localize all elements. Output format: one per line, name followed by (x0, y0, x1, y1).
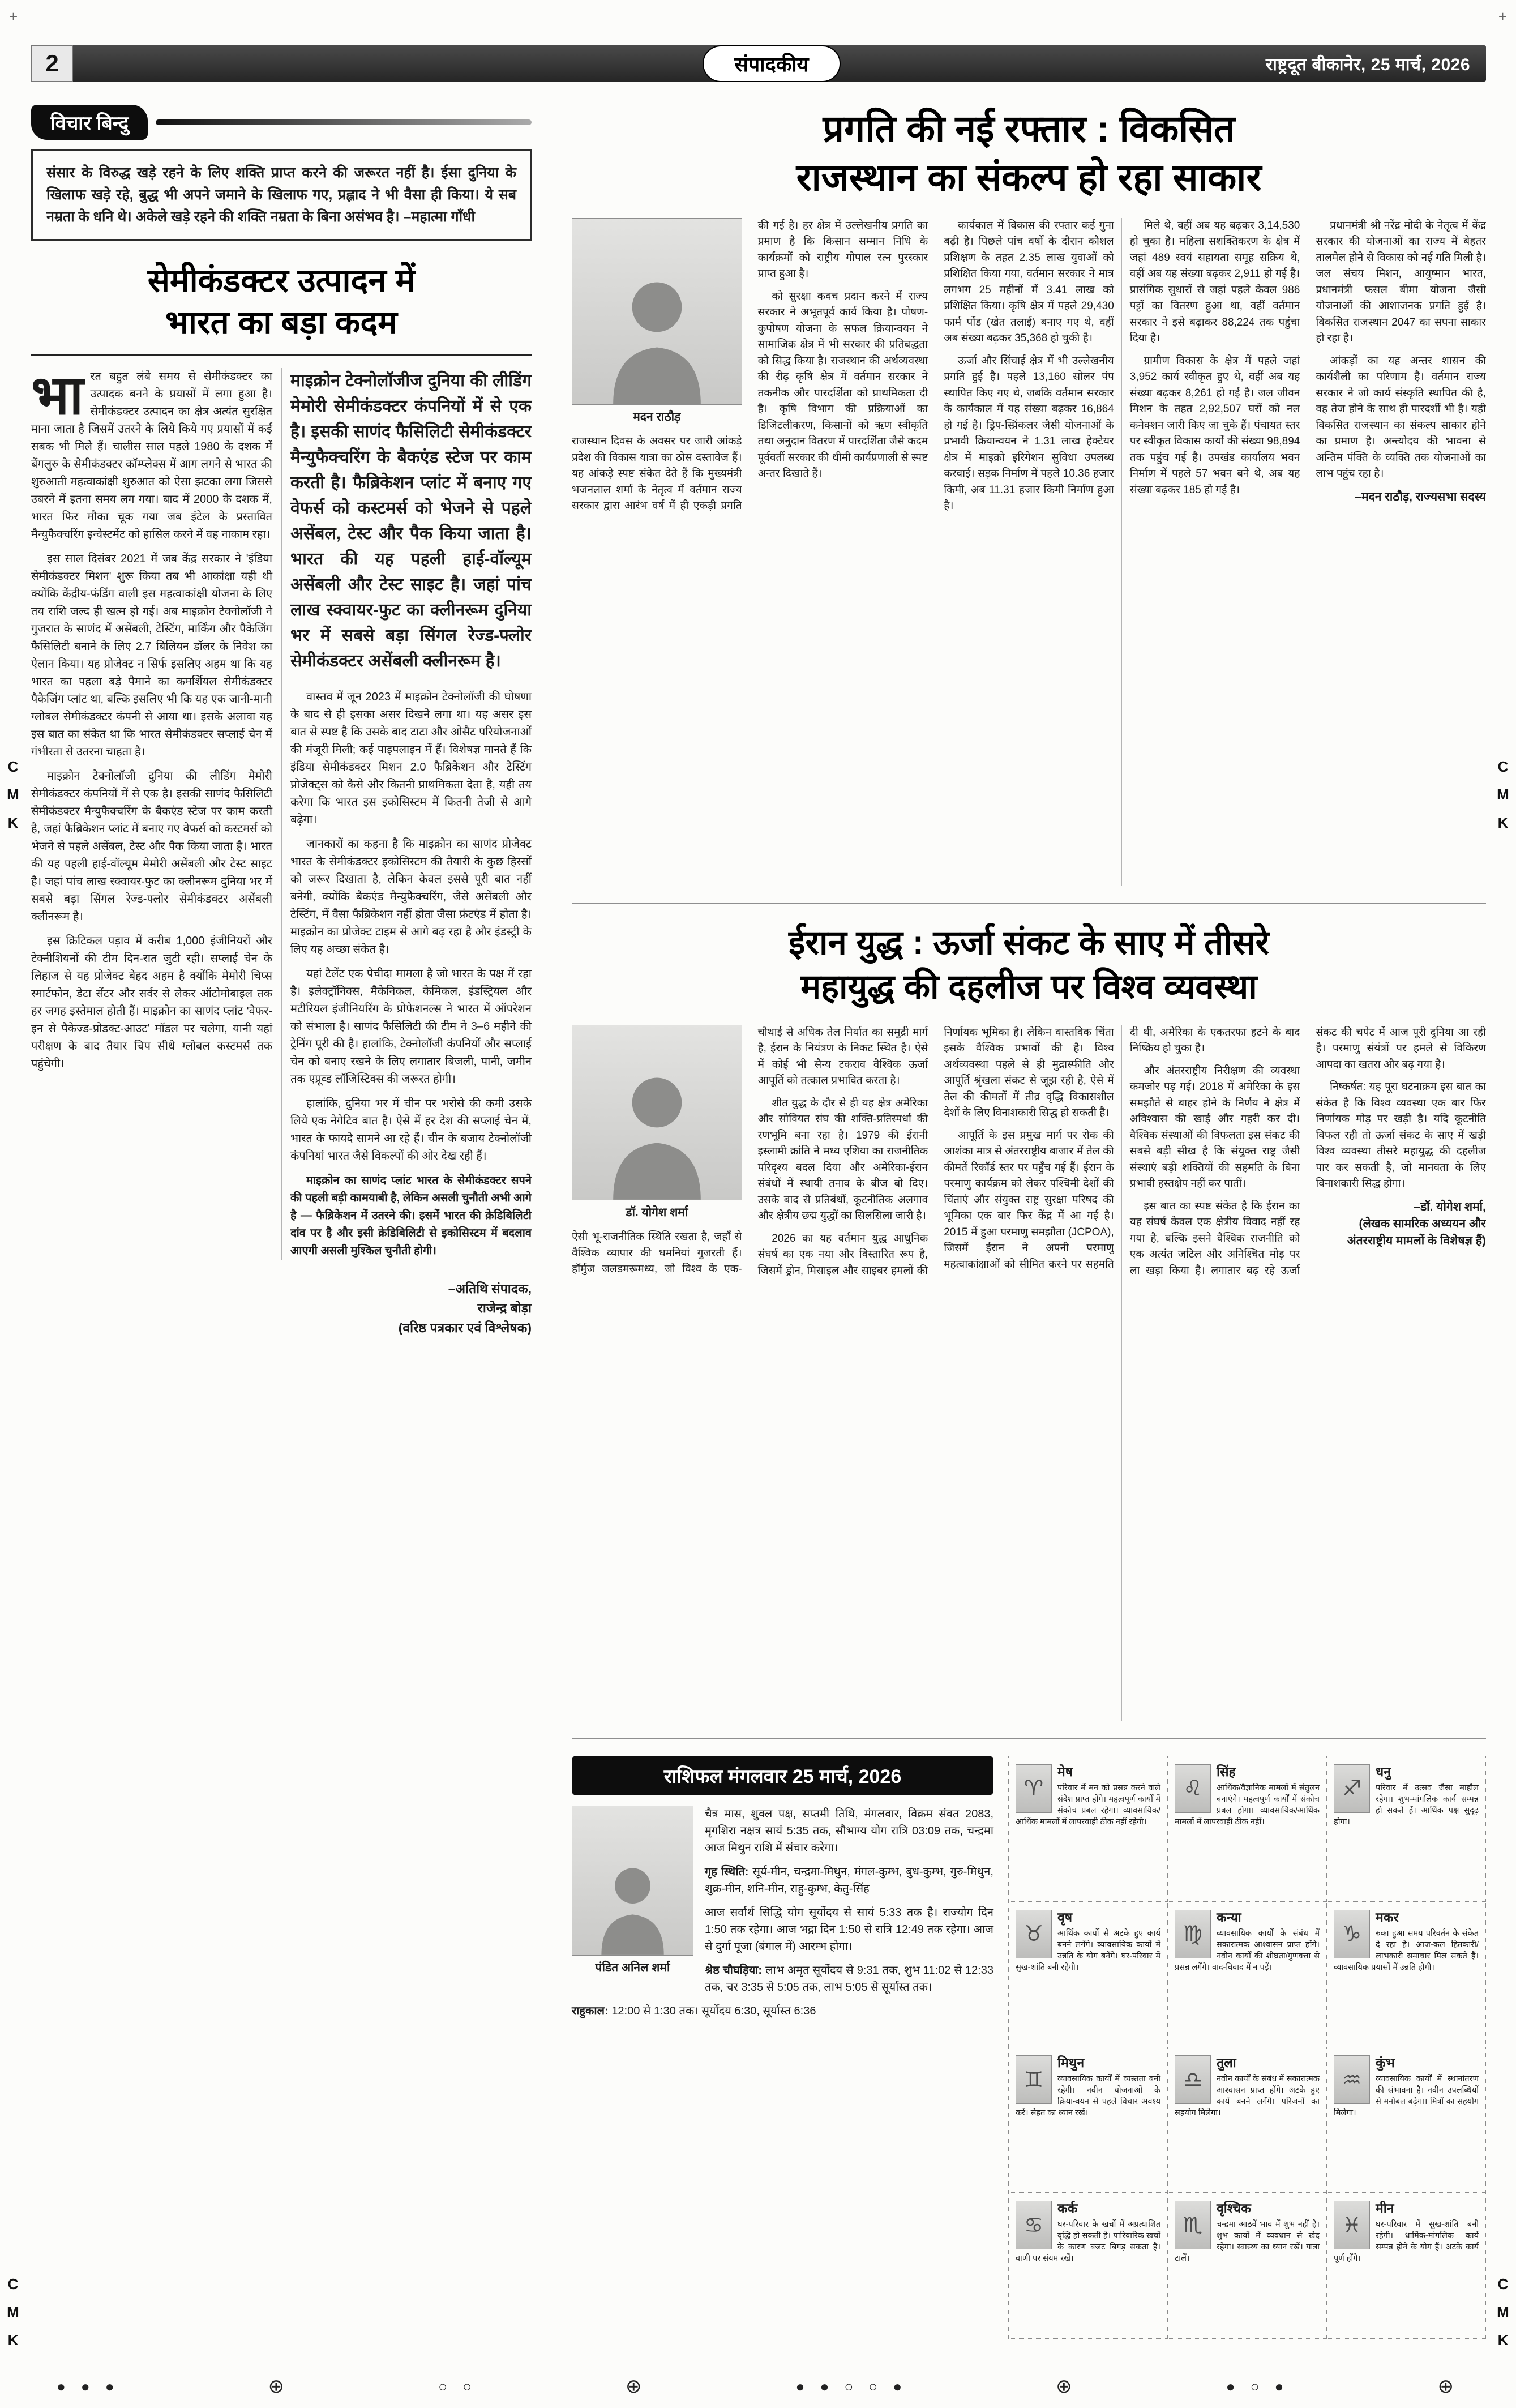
semiconductor-headline: सेमीकंडक्टर उत्पादन में भारत का बड़ा कदम (147, 262, 416, 341)
zodiac-cell-pisces: ♓ मीन घर-परिवार में सुख-शांति बनी रहेगी। धार्मिक-मांगलिक कार्य सम्पन्न होने के योग हैं। अटके कार्य पूर्ण होंगे। (1327, 2193, 1486, 2338)
paragraph: कार्यकाल में विकास की रफ्तार कई गुना बढ़ी है। पिछले पांच वर्षों के दौरान कौशल प्रशिक्षण के तहत 2.35 लाख युवाओं को प्रशिक्षित किया गया, वर्तमान सरकार ने मात्र लगभग 25 महीनों में 3.41 लाख को प्रशिक्षित किया। कृषि क्षेत्र में पहले 29,430 फार्म पोंड (खेत तलाई) बनाए गए थे, वहीं अब संख्या बढ़कर 35,368 हो चुकी है। (944, 219, 1114, 345)
capricorn-icon: ♑ (1334, 1910, 1370, 1958)
gemini-icon: ♊ (1016, 2055, 1052, 2104)
paragraph: जानकारों का कहना है कि माइक्रोन का साणंद प्रोजेक्ट भारत के सेमीकंडक्टर इकोसिस्टम की तैयारी के कुछ हिस्सों को जरूर दिखाता है, लेकिन केवल इससे पूरी बात नहीं बनेगी, क्योंकि बैकएंड मैन्युफैक्चरिंग, जैसे असेंबली और टेस्टिंग, में वैसा फैब्रिकेशन नहीं होता जैसा फ्रंटएंड में होता है। माइक्रोन का प्रोजेक्ट टाइम से आगे बढ़ रहा है और इंडस्ट्री के लिए यह अच्छा संकेत है। (290, 837, 532, 956)
paragraph: हालांकि, दुनिया भर में चीन पर भरोसे की कमी उसके लिये एक नेगेटिव बात है। ऐसे में हर देश की सप्लाई चेन में, भारत के फायदे सामने आ रहे हैं। चीन के बजाय टेक्नोलॉजी कंपनियां भारत जैसे विकल्पों की ओर देख रही हैं। (290, 1097, 532, 1162)
paragraph: प्रधानमंत्री श्री नरेंद्र मोदी के नेतृत्व में केंद्र सरकार की योजनाओं का राज्य में बेहतर तालमेल होने से विकास को नई गति मिली है। जल संचय मिशन, आयुष्मान भारत, प्रधानमंत्री फसल बीमा योजना जैसी योजनाओं की आशाजनक प्रगति हुई है। विकसित राजस्थान 2047 का सपना साकार हो रहा है। (1316, 219, 1486, 345)
paragraph: भारत बहुत लंबे समय से सेमीकंडक्टर का उत्पादक बनने के प्रयासों में लगा हुआ है। सेमीकंडक्टर उत्पादन का क्षेत्र अत्यंत सुरक्षित माना जाता है जिसमें उतरने के लिये किये गए प्रयासों में कई सबक भी मिले हैं। चालीस साल पहले 1980 के दशक में बेंगलुरु के सेमीकंडक्टर कॉम्प्लेक्स में आग लगने से भारत की शुरुआती महत्वाकांक्षी शुरुआत को ऐसा झटका लगा जिससे उबरने में इतना समय लग गया। बाद में 2000 के दशक में, भारत फिर मौका चूक गया जब इंटेल के प्रस्तावित मैन्युफैक्चरिंग इन्वेस्टमेंट को हासिल करने में वह नाकाम रहा। (31, 365, 272, 541)
registration-mark: ⊕ (626, 2376, 648, 2397)
scorpio-icon: ♏ (1175, 2201, 1211, 2249)
masthead-dateline: राष्ट्रदूत बीकानेर, 25 मार्च, 2026 (1265, 55, 1471, 74)
right-zone (572, 105, 1486, 2339)
zodiac-grid (1008, 1756, 1486, 2339)
pragati-article-body (572, 218, 1486, 886)
vichar-bindu-label: विचार बिन्दु (31, 105, 148, 140)
chaughadiya-text: श्रेष्ठ चौघड़िया: लाभ अमृत सूर्योदय से 9:31 तक, शुभ 11:02 से 12:33 तक, चर 3:35 से 5:05 तक, लाभ 5:05 से सूर्यास्त तक। (705, 1964, 993, 1994)
paragraph: इस क्रिटिकल पड़ाव में करीब 1,000 इंजीनियरों और टेक्नीशियनों की टीम दिन-रात जुटी रही। सप्लाई चेन के लिहाज से यह प्रोजेक्ट बेहद अहम है क्योंकि मेमोरी चिप्स स्मार्टफोन, डेटा सेंटर और सर्वर से लेकर ऑटोमोबाइल तक हर जगह इस्तेमाल होती हैं। माइक्रोन का साणंद प्लांट 'वेफर-इन से पैकेज्ड-प्रोडक्ट-आउट' मॉडल पर चलेगा, यानी यहां परीक्षण के बाद तैयार चिप सीधे ग्लोबल कस्टमर्स तक पहुंचेगी। (31, 934, 272, 1070)
pull-quote: माइक्रोन टेक्नोलॉजीज दुनिया की लीडिंग मेमोरी सेमीकंडक्टर कंपनियों में से एक है। इसकी साणंद फैसिलिटी सेमीकंडक्टर मैन्युफैक्चरिंग के बैकएंड स्टेज पर काम करती है। फैब्रिकेशन प्लांट में बनाए गए वेफर्स को कस्टमर्स को भेजने से पहले असेंबल, टेस्ट और पैक किया जाता है। भारत की यह पहली हाई-वॉल्यूम असेंबली और टेस्ट साइट है। जहां पांच लाख स्क्वायर-फुट का क्लीनरूम दुनिया भर में सबसे बड़ा सिंगल रेज्ड-फ्लोर सेमीकंडक्टर असेंबली क्लीनरूम है। (290, 371, 532, 670)
paragraph: मिले थे, वहीं अब यह बढ़कर 3,14,530 हो चुका है। महिला सशक्तिकरण के क्षेत्र में जहां 489 स्वयं सहायता समूह सक्रिय थे, वहीं अब यह संख्या बढ़कर 2,911 हो गई है। प्रासंगिक सुधारों से जहां पहले केवल 986 पट्टों का वितरण हुआ था, वहीं वर्तमान सरकार ने इसे बढ़ाकर 88,224 तक पहुंचा दिया है। (1129, 219, 1300, 345)
aries-icon: ♈ (1016, 1764, 1052, 1813)
page-header-bar (31, 45, 1486, 82)
crop-mark: + (9, 8, 18, 25)
iran-headline: ईरान युद्ध : ऊर्जा संकट के साए में तीसरे महायुद्ध की दहलीज पर विश्व व्यवस्था (788, 923, 1270, 1006)
decorative-rule (156, 119, 532, 125)
quote-attribution: –महात्मा गाँधी (403, 208, 475, 225)
section-title: संपादकीय (703, 45, 840, 82)
pandit-caption: पंडित अनिल शर्मा (595, 1961, 670, 1974)
person-silhouette-icon (598, 1058, 716, 1200)
cmk-mark-right-upper: C M K (1497, 758, 1509, 831)
pisces-icon: ♓ (1334, 2201, 1370, 2249)
cmk-mark-left-lower: C M K (7, 2276, 19, 2349)
semiconductor-article-body (31, 365, 532, 1260)
paragraph: माइक्रोन का साणंद प्लांट भारत के सेमीकंडक्टर सपने की पहली बड़ी कामयाबी है, लेकिन असली चुनौती अभी आगे है — फैब्रिकेशन में उतरने की। इसमें भारत की क्रेडिबिलिटी दांव पर है और इसी क्रेडिबिलिटी से इकोसिस्टम में बदलाव आएगी असली मुश्किल चुनौती होगी। (290, 1174, 532, 1257)
press-dots: ● ● ○ ○ ● (795, 2377, 908, 2395)
paragraph: और अंतरराष्ट्रीय निरीक्षण की व्यवस्था कमजोर पड़ गई। 2018 में अमेरिका के इस समझौते से बाहर होने के निर्णय ने क्षेत्र में अविश्वास की खाई और गहरी कर दी। वैश्विक संस्थाओं की विफलता इस संकट की सबसे बड़ी सीख है कि संयुक्त राष्ट्र जैसी संस्थाएं बड़ी शक्तियों की सहमति के बिना प्रभावी हस्तक्षेप नहीं कर पातीं। (1129, 1064, 1300, 1190)
pandit-photo-figure (572, 1806, 693, 1977)
paragraph: इस बात का स्पष्ट संकेत है कि ईरान का यह संघर्ष केवल एक क्षेत्रीय विवाद नहीं रह गया है, बल्कि इसने वैश्विक राजनीति को एक अत्यंत जटिल और अनिश्चित मोड़ पर ला खड़ा किया है। लगातार बढ़ रहे ऊर्जा संकट की चपेट में आज पूरी दुनिया आ रही है। परमाणु संयंत्रों पर हमले से विकिरण आपदा का खतरा और बढ़ गया है। (1129, 1026, 1486, 1277)
section-divider (572, 1738, 1486, 1739)
pandit-photo (572, 1806, 693, 1956)
paragraph: ग्रामीण विकास के क्षेत्र में पहले जहां 3,952 कार्य स्वीकृत हुए थे, वहीं अब यह संख्या बढ़कर 8,261 हो गई है। जल जीवन मिशन के तहत 2,92,507 घरों को नल कनेक्शन जारी किए जा चुके हैं। पंचायत स्तर पर स्वीकृत विकास कार्यों की संख्या 98,894 तक पहुंच गई है। उपखंड कार्यालय भवन निर्माण में पहले 57 भवन बने थे, अब यह संख्या बढ़कर 185 हो गई है। (1129, 354, 1300, 496)
semiconductor-byline: –अतिथि संपादक, राजेन्द्र बोड़ा (वरिष्ठ पत्रकार एवं विश्लेषक) (398, 1281, 532, 1335)
paragraph: ऐसी भू-राजनीतिक स्थिति रखता है, जहाँ से वैश्विक व्यापार की धमनियां गुजरती हैं। हॉर्मुज जलडमरूमध्य, जो विश्व के एक-चौथाई से अधिक तेल निर्यात का समुद्री मार्ग है, ईरान के नियंत्रण के निकट स्थित है। ऐसे में कोई भी सैन्य टकराव वैश्विक ऊर्जा आपूर्ति को तत्काल प्रभावित करता है। (572, 1026, 928, 1276)
press-marks-row (57, 2374, 1459, 2399)
zodiac-cell-cancer: ♋ कर्क घर-परिवार के खर्चों में अप्रत्याशित वृद्धि हो सकती है। पारिवारिक खर्चों के कारण बजट बिगड़ सकता है। वाणी पर संयम रखें। (1009, 2193, 1168, 2338)
cancer-icon: ♋ (1016, 2201, 1052, 2249)
author-photo-figure (572, 218, 742, 426)
paragraph: आंकड़ों का यह अन्तर शासन की कार्यशैली का परिणाम है। वर्तमान राज्य सरकार ने जो कार्य संस्कृति स्थापित की है, वह तेज होने के साथ ही पारदर्शी भी है। यही विकसित राजस्थान का संकल्प साकार होने का प्रमाण है। अन्त्योदय की भावना से अन्तिम पंक्ति के व्यक्ति तक योजनाओं का लाभ पहुंच रहा है। (1316, 354, 1486, 480)
zodiac-cell-sagittarius: ♐ धनु परिवार में उत्सव जैसा माहौल रहेगा। शुभ-मांगलिक कार्य सम्पन्न हो सकते हैं। आर्थिक पक्ष सुदृढ़ होगा। (1327, 1756, 1486, 1902)
virgo-icon: ♍ (1175, 1910, 1211, 1958)
libra-icon: ♎ (1175, 2055, 1211, 2104)
cmk-mark-right-lower: C M K (1497, 2276, 1509, 2349)
paragraph: ऊर्जा और सिंचाई क्षेत्र में भी उल्लेखनीय प्रगति हुई है। पहले 13,160 सोलर पंप स्थापित किए गए थे, जबकि वर्तमान सरकार के कार्यकाल में यह संख्या बढ़कर 16,864 हो गई है। ड्रिप-स्प्रिंकलर जैसी योजनाओं के प्रभावी क्रियान्वयन ने 1.31 लाख हेक्टेयर क्षेत्र में माइक्रो इरिगेशन सुविधा उपलब्ध करवाई। सड़क निर्माण में पहले 10.36 हजार किमी, अब 11.31 हजार किमी निर्माण हुआ है। (944, 354, 1114, 512)
page-number: 2 (31, 45, 73, 82)
paragraph: माइक्रोन टेक्नोलॉजी दुनिया की लीडिंग मेमोरी सेमीकंडक्टर कंपनियों में से एक है। इसकी साणंद फैसिलिटी सेमीकंडक्टर मैन्युफैक्चरिंग के बैकएंड स्टेज पर काम करती है, जहां फैब्रिकेशन प्लांट में बनाए गए वेफर्स को कस्टमर्स को भेजने से पहले असेंबल, टेस्ट और पैक किया जाता है। भारत की यह पहली हाई-वॉल्यूम मेमोरी असेंबली और टेस्ट साइट है। जहां पांच लाख स्क्वायर-फुट का क्लीनरूम दुनिया भर में सबसे बड़ा सिंगल रेज्ड-फ्लोर सेमीकंडक्टर असेंबली क्लीनरूम है। (31, 769, 272, 923)
zodiac-cell-leo: ♌ सिंह आर्थिक/वैज्ञानिक मामलों में संतुलन बनाएंगे। महत्वपूर्ण कार्यों में संकोच प्रबल होगा। व्यावसायिक/आर्थिक मामलों में लापरवाही ठीक नहीं। (1168, 1756, 1327, 1902)
press-dots: ● ○ ● (1226, 2377, 1290, 2395)
left-column (31, 105, 549, 2341)
person-silhouette-icon (590, 1854, 675, 1955)
yoga-text: आज सर्वार्थ सिद्धि योग सूर्योदय से सायं 5:33 तक है। राज्योग दिन 1:50 तक रहेगा। आज भद्रा दिन 1:50 से रात्रि 12:49 तक रहेगा। आज से दुर्गा पूजा (बंगाल में) आरम्भ होगा। (705, 1906, 993, 1953)
pragati-headline: प्रगति की नई रफ्तार : विकसित राजस्थान का संकल्प हो रहा साकार (796, 108, 1262, 198)
author-photo (572, 1025, 742, 1200)
press-dots: ○ ○ (438, 2377, 477, 2395)
panchang-text: चैत्र मास, शुक्ल पक्ष, सप्तमी तिथि, मंगलवार, विक्रम संवत 2083, मृगशिरा नक्षत्र सायं 5:35 तक, सौभाग्य योग रात्रि 03:09 तक, चन्द्रमा आज मिथुन राशि में संचार करेगा। (705, 1807, 993, 1854)
registration-mark: ⊕ (268, 2376, 290, 2397)
person-silhouette-icon (598, 262, 716, 404)
rashifal-title: राशिफल मंगलवार 25 मार्च, 2026 (572, 1756, 993, 1795)
zodiac-cell-capricorn: ♑ मकर रुका हुआ समय परिवर्तन के संकेत दे रहा है। आज-कल हितकारी/लाभकारी समाचार मिल सकते हैं। व्यावसायिक प्रयासों में उन्नति होगी। (1327, 1902, 1486, 2047)
author-photo-figure (572, 1025, 742, 1222)
zodiac-cell-aquarius: ♒ कुंभ व्यावसायिक कार्यों में स्थानांतरण की संभावना है। नवीन उपलब्धियों से मनोबल बढ़ेगा। मित्रों का सहयोग मिलेगा। (1327, 2047, 1486, 2193)
author-photo (572, 218, 742, 405)
photo-caption: डॉ. योगेश शर्मा (626, 1205, 688, 1219)
vichar-bindu-quote-box (31, 149, 532, 241)
drop-cap: भा (31, 365, 84, 426)
leo-icon: ♌ (1175, 1764, 1211, 1813)
section-divider (572, 903, 1486, 904)
rashifal-panchang-block (572, 1756, 993, 2339)
iran-article-body (572, 1025, 1486, 1721)
zodiac-cell-taurus: ♉ वृष आर्थिक कार्यों से अटके हुए कार्य बनने लगेंगे। व्यावसायिक कार्यों में उन्नति के योग बनेंगे। घर-परिवार में सुख-शांति बनी रहेगी। (1009, 1902, 1168, 2047)
paragraph: निष्कर्षत: यह पूरा घटनाक्रम इस बात का संकेत है कि विश्व व्यवस्था एक बार फिर निर्णायक मोड़ पर खड़ी है। यदि कूटनीति विफल रही तो ऊर्जा संकट के साए में खड़ी विश्व व्यवस्था तीसरे महायुद्ध की दहलीज पार कर सकती है, जो मानवता के लिए विनाशकारी सिद्ध होगा। (1316, 1081, 1486, 1190)
registration-mark: ⊕ (1437, 2376, 1459, 2397)
rahukal-text: राहुकाल: 12:00 से 1:30 तक। सूर्योदय 6:30, सूर्यास्त 6:36 (572, 2004, 816, 2017)
vichar-bindu-header (31, 105, 532, 140)
pragati-byline: –मदन राठौड़, राज्यसभा सदस्य (1355, 490, 1486, 503)
paragraph: इस साल दिसंबर 2021 में जब केंद्र सरकार ने 'इंडिया सेमीकंडक्टर मिशन' शुरू किया तब भी आकांक्षा यही थी क्योंकि केंद्रीय-फंडिंग वाली इस महत्वाकांक्षी योजना के लिए तय राशि जल्द ही खत्म हो गई। अब माइक्रोन टेक्नोलॉजी ने गुजरात के साणंद में असेंबली, टेस्टिंग, मार्किंग और पैकेजिंग फैसिलिटी बनाने के लिए 2.7 बिलियन डॉलर के निवेश का ऐलान किया। यह प्रोजेक्ट न सिर्फ इसलिए अहम था कि यह भारत का पहला बड़े पैमाने का कमर्शियल सेमीकंडक्टर पैकेजिंग प्लांट था, बल्कि इसलिए भी कि यह एक जानी-मानी ग्लोबल सेमीकंडक्टर कंपनी से आया था। इसके अलावा यह इस बात का संकेत था कि भारत सेमीकंडक्टर सप्लाई चेन में गंभीरता से उतरना चाहता है। (31, 552, 272, 758)
paragraph: शीत युद्ध के दौर से ही यह क्षेत्र अमेरिका और सोवियत संघ की शक्ति-प्रतिस्पर्धा की रणभूमि बना रहा है। 1979 की ईरानी इस्लामी क्रांति ने मध्य एशिया का राजनीतिक परिदृश्य बदल दिया और अमेरिका-ईरान संबंधों में स्थायी तनाव के बीज बो दिए। उसके बाद से प्रतिबंधों, कूटनीतिक अलगाव और क्षेत्रीय छद्म युद्धों का सिलसिला जारी है। (757, 1097, 928, 1222)
paragraph: 2026 का यह वर्तमान युद्ध आधुनिक संघर्ष का एक नया और विस्तारित रूप है, जिसमें ड्रोन, मिसाइल और साइबर हमलों की निर्णायक भूमिका है। लेकिन वास्तविक चिंता इसके वैश्विक प्रभावों की है। विश्व अर्थव्यवस्था पहले से ही मुद्रास्फीति और आपूर्ति श्रृंखला संकट से जूझ रही है, ऐसे में तेल की कीमतों में तीव्र वृद्धि विकासशील देशों के लिए विनाशकारी सिद्ध हो सकती है। (757, 1026, 1114, 1277)
registration-mark: ⊕ (1056, 2376, 1078, 2397)
quote-text: संसार के विरुद्ध खड़े रहने के लिए शक्ति प्राप्त करने की जरूरत नहीं है। ईसा दुनिया के खिलाफ खड़े रहे, बुद्ध भी अपने जमाने के खिलाफ गए, प्रह्लाद ने भी वैसा ही किया। ये सब नम्रता के धनि थे। अकेले खड़े रहने की शक्ति नम्रता के बिना असंभव है। (46, 165, 516, 225)
paragraph: वास्तव में जून 2023 में माइक्रोन टेक्नोलॉजी की घोषणा के बाद से ही इसका असर दिखने लगा था। यह असर इस बात से स्पष्ट है कि उसके बाद टाटा और ओसैट परियोजनाओं की मंजूरी मिली; कई पाइपलाइन में हैं। विशेषज्ञ मानते हैं कि इंडिया सेमीकंडक्टर मिशन 2.0 फैब्रिकेशन और टेस्टिंग प्रोजेक्ट्स को कैसे और कितनी प्राथमिकता देता है, यही तय करेगा कि भारत इस इकोसिस्टम में कितनी तेजी से आगे बढ़ेगा। (290, 690, 532, 826)
aquarius-icon: ♒ (1334, 2055, 1370, 2104)
press-dots: ● ● ● (57, 2377, 120, 2395)
zodiac-cell-scorpio: ♏ वृश्चिक चन्द्रमा आठवें भाव में शुभ नहीं है। शुभ कार्यों में व्यवधान से खेद रहेगा। स्वास्थ्य का ध्यान रखें। यात्रा टालें। (1168, 2193, 1327, 2338)
zodiac-cell-virgo: ♍ कन्या व्यावसायिक कार्यों के संबंध में सकारात्मक आश्वासन प्राप्त होंगे। नवीन कार्यों की शीघ्रता/गुणवत्ता से प्रसन्न लगेंगे। वाद-विवाद में न पड़ें। (1168, 1902, 1327, 2047)
iran-byline: –डॉ. योगेश शर्मा, (लेखक सामरिक अध्ययन और अंतरराष्ट्रीय मामलों के विशेषज्ञ हैं) (1347, 1200, 1486, 1248)
photo-caption: मदन राठौड़ (633, 410, 681, 424)
paragraph: यहां टैलेंट एक पेचीदा मामला है जो भारत के पक्ष में रहा है। इलेक्ट्रॉनिक्स, मैकेनिकल, केमिकल, इंडस्ट्रियल और मटीरियल इंजीनियरिंग के प्रोफेशनल्स ने भारत में ऑपरेशन को संभाला है। साणंद फैसिलिटी की टीम ने 3–6 महीने की ट्रेनिंग पूरी की है। हालांकि, टेक्नोलॉजी कंपनियों और सप्लाई चेन को बनाए रखने के लिए लगातार बिजली, पानी, जमीन तक एप्रूव्ड लॉजिस्टिक्स की जरूरत होगी। (290, 967, 532, 1085)
grah-sthiti: गृह स्थिति: सूर्य-मीन, चन्द्रमा-मिथुन, मंगल-कुम्भ, बुध-कुम्भ, गुरु-मिथुन, शुक्र-मीन, शनि-मीन, राहु-कुम्भ, केतु-सिंह (705, 1865, 993, 1895)
paragraph: आपूर्ति के इस प्रमुख मार्ग पर रोक की आशंका मात्र से अंतरराष्ट्रीय बाजार में तेल की कीमतें रिकॉर्ड स्तर पर पहुँच गई हैं। ईरान के परमाणु कार्यक्रम को लेकर पश्चिमी देशों की चिंताएं और संयुक्त राष्ट्र सुरक्षा परिषद की भूमिका एक बार फिर केंद्र में आ गई है। 2015 में हुआ परमाणु समझौता (JCPOA), जिसमें ईरान ने अपनी परमाणु महत्वाकांक्षाओं को सीमित करने पर सहमति दी थी, अमेरिका के एकतरफा हटने के बाद निष्क्रिय हो चुका है। (944, 1026, 1300, 1271)
paragraph: को सुरक्षा कवच प्रदान करने में राज्य सरकार ने अभूतपूर्व कार्य किया है। पोषण-कुपोषण योजना के सफल क्रियान्वयन ने सामाजिक क्षेत्र में भी सरकार की प्रतिबद्धता को सिद्ध किया है। राजस्थान की अर्थव्यवस्था की रीढ़ कृषि क्षेत्र में वर्तमान सरकार ने तकनीक और पारदर्शिता को प्राथमिकता दी है। कृषि विभाग की प्रक्रियाओं का डिजिटलीकरण, किसानों को ऋण स्वीकृति तथा अनुदान वितरण में पारदर्शिता जैसे कदम पूर्ववर्ती सरकार की धीमी कार्यप्रणाली से स्पष्ट अन्तर दिखाते हैं। (757, 290, 928, 480)
zodiac-cell-aries: ♈ मेष परिवार में मन को प्रसन्न करने वाले संदेश प्राप्त होंगे। महत्वपूर्ण कार्यों में संकोच प्रबल रहेगा। व्यावसायिक/आर्थिक मामलों में लापरवाही ठीक नहीं रहेगी। (1009, 1756, 1168, 1902)
paragraph: राजस्थान दिवस के अवसर पर जारी आंकड़े प्रदेश की विकास यात्रा का ठोस दस्तावेज हैं। यह आंकड़े स्पष्ट संकेत देते हैं कि मुख्यमंत्री भजनलाल शर्मा के नेतृत्व में वर्तमान राज्य सरकार द्वारा आरंभ वर्ष में ही एकड़ी प्रगति की गई है। हर क्षेत्र में उल्लेखनीय प्रगति का प्रमाण है कि किसान सम्मान निधि के कार्यक्रमों को राष्ट्रीय गोपाल रत्न पुरस्कार प्राप्त हुआ है। (572, 219, 928, 512)
cmk-mark-left-upper: C M K (7, 758, 19, 831)
sagittarius-icon: ♐ (1334, 1764, 1370, 1813)
zodiac-cell-gemini: ♊ मिथुन व्यावसायिक कार्यों में व्यस्तता बनी रहेगी। नवीन योजनाओं के क्रियान्वयन से पहले विचार अवश्य करें। सेहत का ध्यान रखें। (1009, 2047, 1168, 2193)
zodiac-cell-libra: ♎ तुला नवीन कार्यों के संबंध में सकारात्मक आश्वासन प्राप्त होंगे। अटके हुए कार्य बनने लगेंगे। परिजनों का सहयोग मिलेगा। (1168, 2047, 1327, 2193)
rashifal-section (572, 1756, 1486, 2339)
headline-rule (31, 354, 532, 356)
taurus-icon: ♉ (1016, 1910, 1052, 1958)
crop-mark: + (1498, 8, 1507, 25)
